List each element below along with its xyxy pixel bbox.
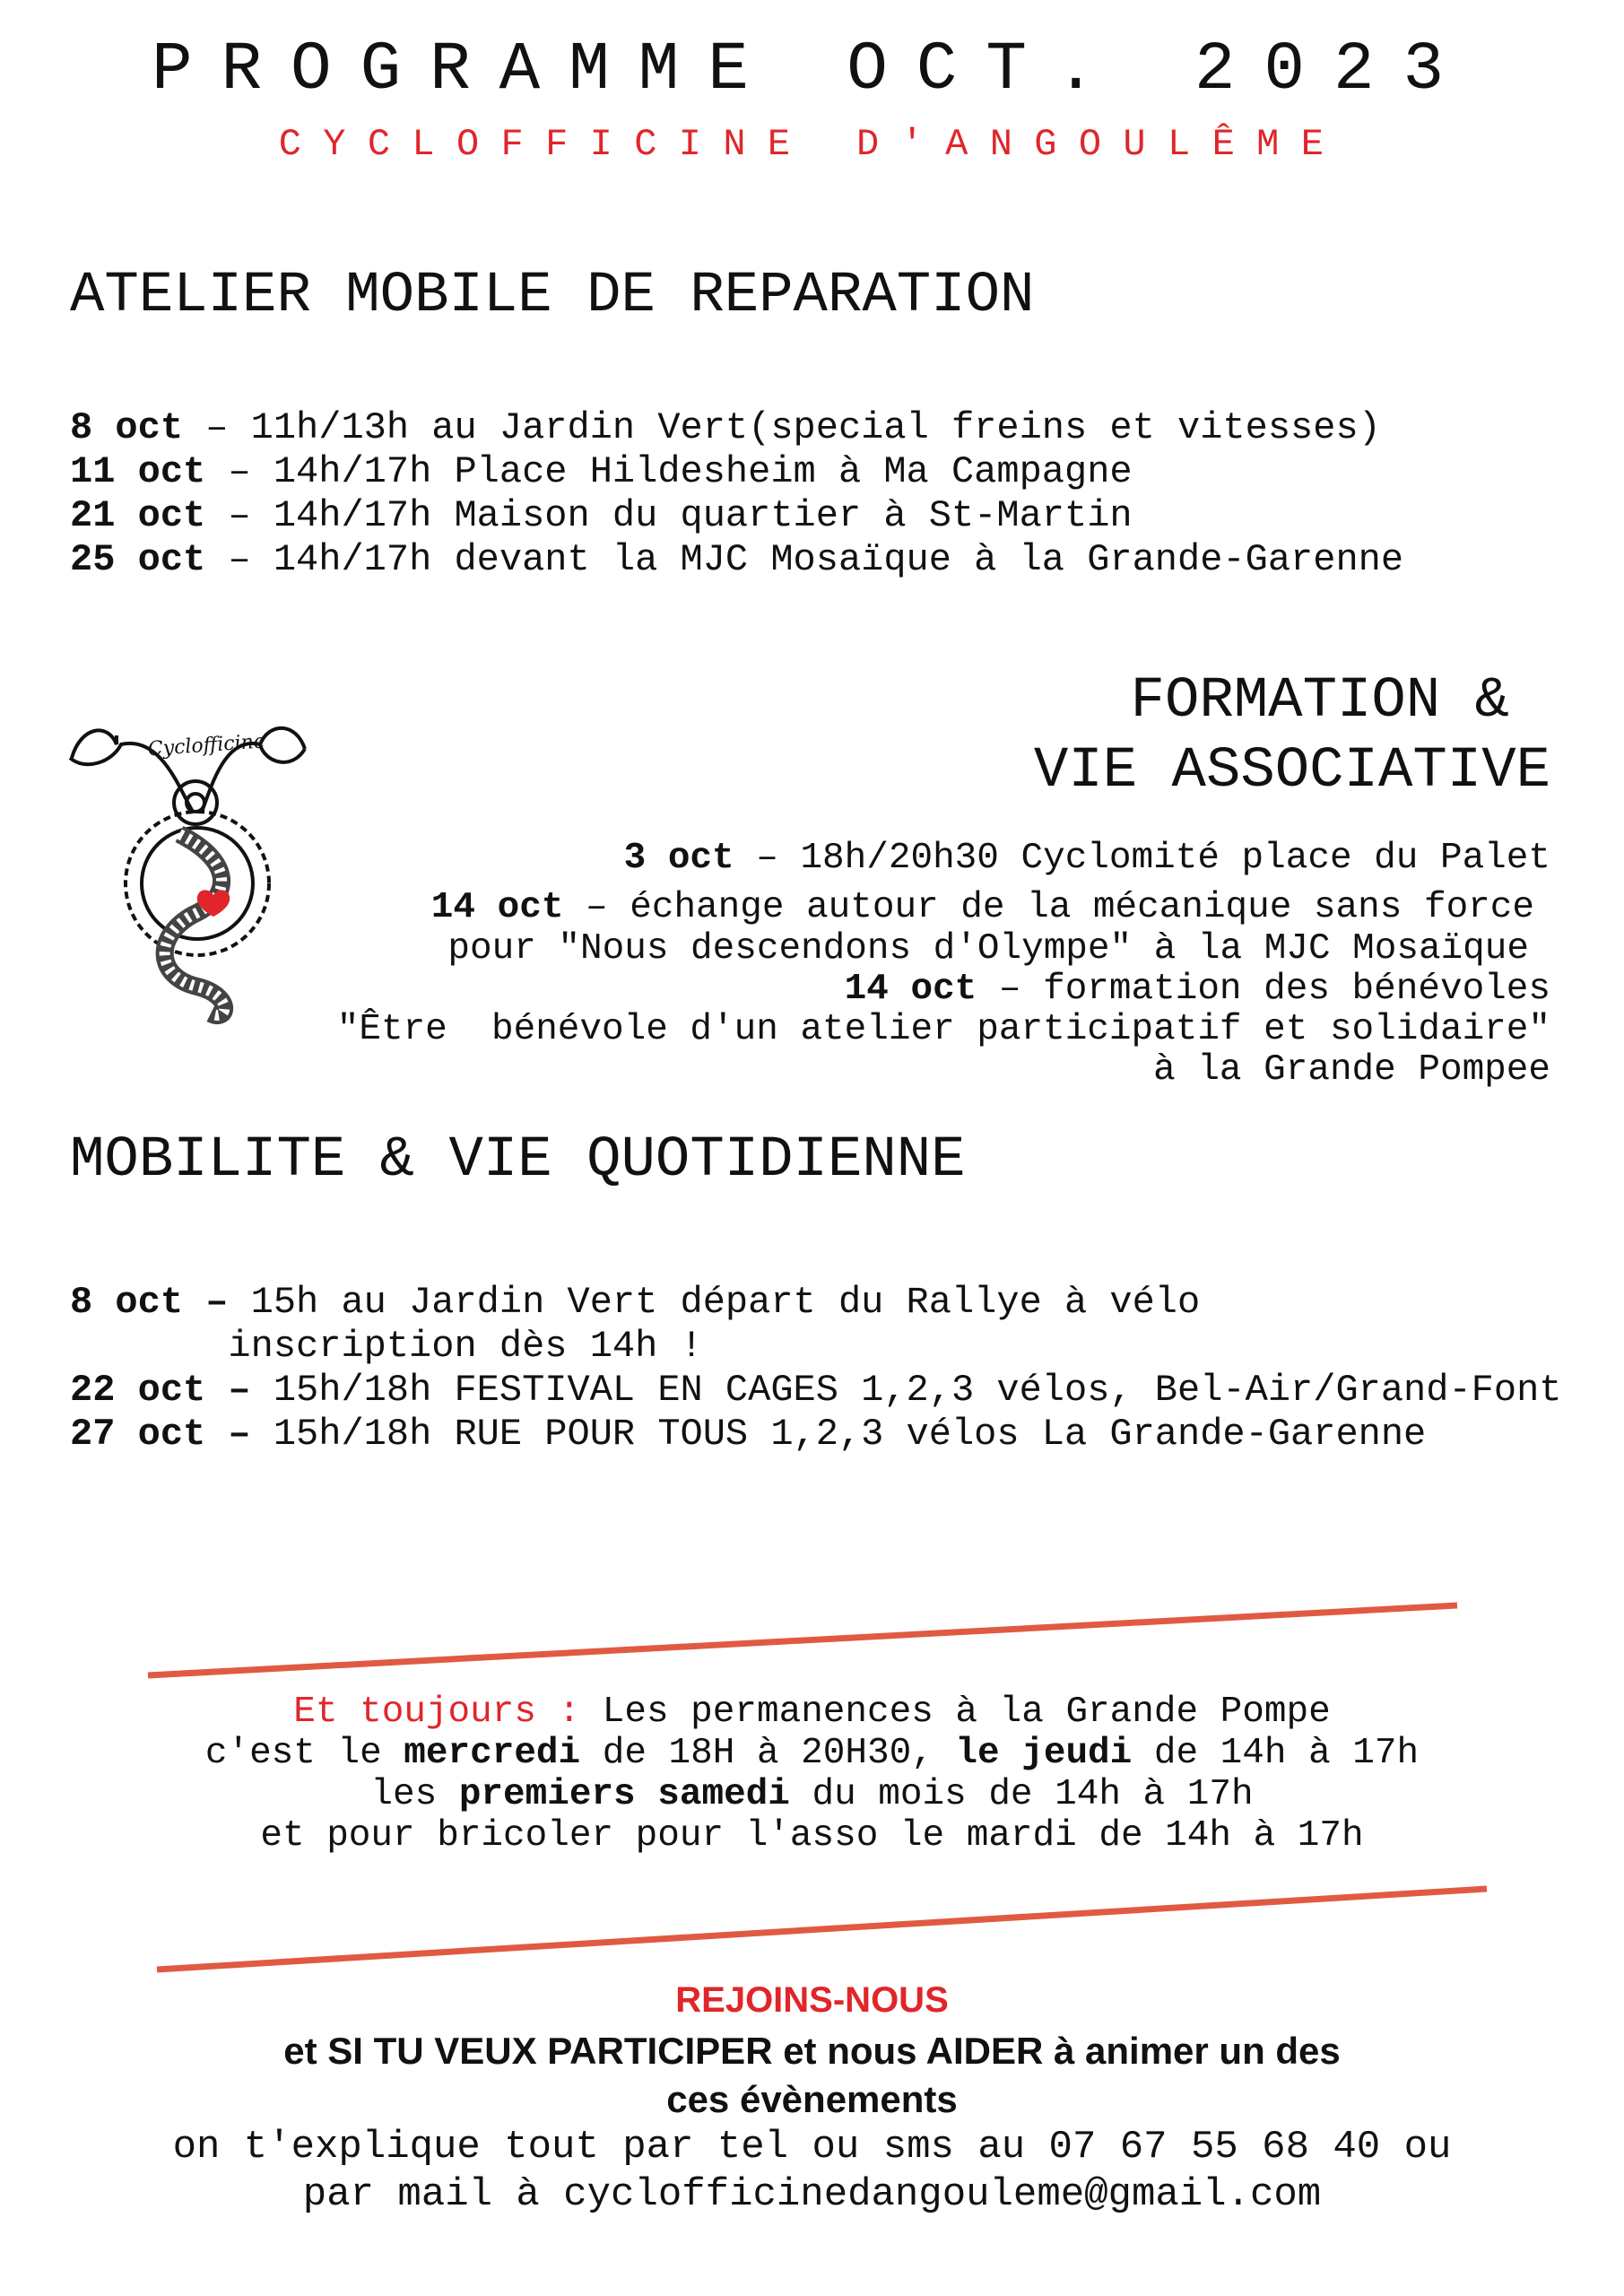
- event-text: inscription dès 14h !: [70, 1325, 703, 1368]
- section-heading-atelier: ATELIER MOBILE DE REPARATION: [70, 264, 1035, 328]
- event-date: 22 oct –: [70, 1369, 251, 1412]
- toujours-text: c'est le: [204, 1733, 404, 1774]
- event-text: – 11h/13h au Jardin Vert(special freins et vitesses): [183, 406, 1381, 449]
- event-text: "Être bénévole d'un atelier participatif et solidaire": [336, 1009, 1550, 1050]
- toujours-line-1: [0, 1692, 1624, 1733]
- toujours-line-3: [0, 1774, 1624, 1815]
- event-line: [70, 1369, 1561, 1413]
- event-text: – 14h/17h Place Hildesheim à Ma Campagne: [205, 450, 1133, 493]
- event-line: [70, 1325, 703, 1369]
- toujours-text: du mois de 14h à 17h: [789, 1774, 1254, 1815]
- event-line: [1153, 1050, 1550, 1091]
- toujours-text: les: [370, 1774, 459, 1815]
- event-line: [70, 1281, 1200, 1325]
- contact-email[interactable]: par mail à cyclofficinedangouleme@gmail.com: [302, 2172, 1322, 2217]
- section-heading-formation-line2: VIE ASSOCIATIVE: [1033, 739, 1550, 804]
- event-date: 8 oct: [70, 406, 184, 449]
- event-date: 14 oct: [430, 887, 564, 928]
- toujours-label: Et toujours :: [293, 1692, 581, 1733]
- event-text: – formation des bénévoles: [977, 969, 1550, 1010]
- toujours-day: premiers samedi: [458, 1774, 790, 1815]
- section-heading-formation-line1: FORMATION &: [1130, 669, 1509, 734]
- event-text: – 14h/17h Maison du quartier à St-Martin: [205, 494, 1133, 537]
- join-line-3: on t'explique tout par tel ou sms au 07 67 55 68 40 ou: [172, 2125, 1452, 2170]
- event-text: 15h/18h FESTIVAL EN CAGES 1,2,3 vélos, Bel-Air/Grand-Font: [250, 1369, 1562, 1412]
- event-line: [70, 450, 1133, 494]
- event-date: 14 oct: [844, 969, 977, 1010]
- toujours-line-4: et pour bricoler pour l'asso le mardi de 14h à 17h: [260, 1815, 1364, 1857]
- toujours-text: Les permanences à la Grande Pompe: [580, 1692, 1331, 1733]
- event-text: – 14h/17h devant la MJC Mosaïque à la Grande-Garenne: [205, 538, 1404, 581]
- event-line: [624, 839, 1550, 879]
- join-title: REJOINS-NOUS: [675, 1980, 949, 2020]
- event-line: [845, 970, 1550, 1010]
- event-date: 25 oct: [70, 538, 206, 581]
- event-line: [447, 929, 1529, 970]
- toujours-day: mercredi: [404, 1733, 581, 1774]
- event-line: [70, 406, 1381, 450]
- event-date: 11 oct: [70, 450, 206, 493]
- logo-text: Cyclofficine: [147, 730, 266, 761]
- toujours-text: de 18H à 20H30,: [580, 1733, 956, 1774]
- event-text: 15h au Jardin Vert départ du Rallye à vélo: [228, 1281, 1201, 1324]
- event-text: pour "Nous descendons d'Olympe" à la MJC Mosaïque: [447, 928, 1529, 970]
- event-line: [70, 1413, 1426, 1457]
- event-date: 27 oct –: [70, 1413, 251, 1456]
- toujours-line-2: [0, 1733, 1624, 1774]
- join-line-2: ces évènements: [666, 2078, 958, 2120]
- page-title: PROGRAMME OCT. 2023: [151, 31, 1473, 109]
- event-line: [431, 888, 1534, 928]
- event-date: 21 oct: [70, 494, 206, 537]
- event-date: 8 oct –: [70, 1281, 229, 1324]
- event-line: [337, 1010, 1550, 1050]
- event-date: 3 oct: [623, 838, 734, 879]
- page-subtitle: CYCLOFFICINE D'ANGOULÊME: [278, 123, 1346, 166]
- divider-line-top: [148, 1605, 1457, 1675]
- toujours-day: le jeudi: [955, 1733, 1133, 1774]
- event-text: – échange autour de la mécanique sans force: [563, 887, 1534, 928]
- event-line: [70, 494, 1133, 538]
- section-heading-mobilite: MOBILITE & VIE QUOTIDIENNE: [70, 1128, 966, 1193]
- divider-line-bottom: [157, 1889, 1487, 1970]
- event-text: à la Grande Pompee: [1153, 1049, 1550, 1091]
- event-text: 15h/18h RUE POUR TOUS 1,2,3 vélos La Grande-Garenne: [250, 1413, 1427, 1456]
- cyclofficine-logo: [70, 728, 305, 1015]
- toujours-text: de 14h à 17h: [1132, 1733, 1420, 1774]
- join-line-1: et SI TU VEUX PARTICIPER et nous AIDER à animer un des: [283, 2030, 1341, 2072]
- event-line: [70, 538, 1403, 582]
- event-text: – 18h/20h30 Cyclomité place du Palet: [734, 838, 1550, 879]
